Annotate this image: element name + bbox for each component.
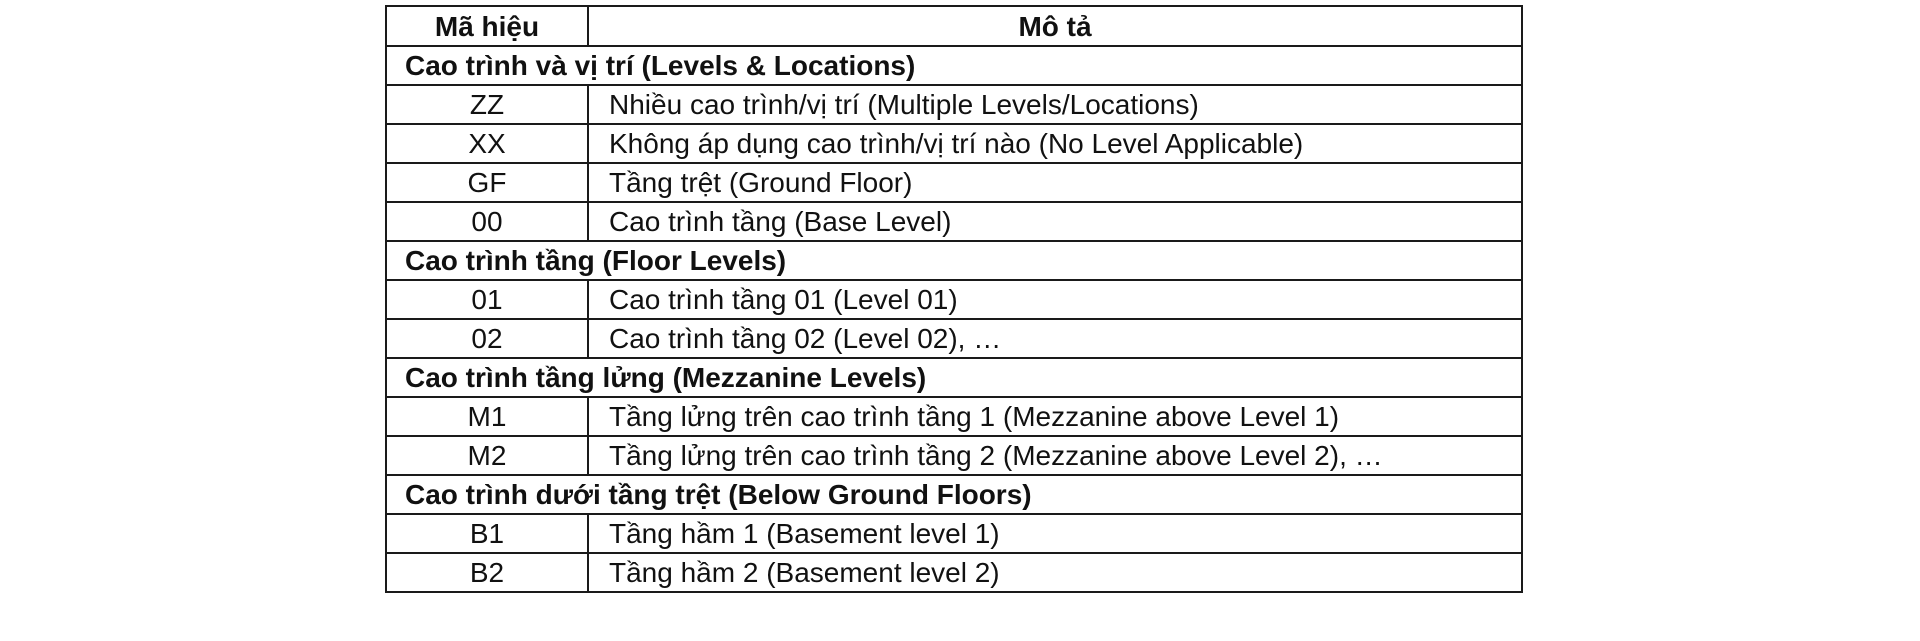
table-row <box>386 124 1522 163</box>
description-cell: Tầng trệt (Ground Floor) <box>588 163 1522 202</box>
section-row-levels-locations <box>386 46 1522 85</box>
code-cell: 00 <box>386 202 588 241</box>
level-codes-table <box>385 5 1523 593</box>
section-row-floor-levels <box>386 241 1522 280</box>
section-title: Cao trình dưới tầng trệt (Below Ground Floors) <box>386 475 1522 514</box>
table-row <box>386 397 1522 436</box>
description-cell: Cao trình tầng 02 (Level 02), … <box>588 319 1522 358</box>
description-cell: Tầng lửng trên cao trình tầng 2 (Mezzanine above Level 2), … <box>588 436 1522 475</box>
code-cell: M2 <box>386 436 588 475</box>
description-cell: Nhiều cao trình/vị trí (Multiple Levels/Locations) <box>588 85 1522 124</box>
code-cell: GF <box>386 163 588 202</box>
table-row <box>386 85 1522 124</box>
table-row <box>386 436 1522 475</box>
table-row <box>386 163 1522 202</box>
code-cell: 01 <box>386 280 588 319</box>
description-cell: Cao trình tầng (Base Level) <box>588 202 1522 241</box>
description-cell: Không áp dụng cao trình/vị trí nào (No Level Applicable) <box>588 124 1522 163</box>
table-row <box>386 553 1522 592</box>
section-row-below-ground-floors <box>386 475 1522 514</box>
code-cell: 02 <box>386 319 588 358</box>
description-cell: Tầng hầm 1 (Basement level 1) <box>588 514 1522 553</box>
code-cell: M1 <box>386 397 588 436</box>
section-title: Cao trình tầng lửng (Mezzanine Levels) <box>386 358 1522 397</box>
section-title: Cao trình và vị trí (Levels & Locations) <box>386 46 1522 85</box>
header-description: Mô tả <box>588 6 1522 46</box>
section-row-mezzanine-levels <box>386 358 1522 397</box>
code-cell: ZZ <box>386 85 588 124</box>
table-header-row <box>386 6 1522 46</box>
description-cell: Cao trình tầng 01 (Level 01) <box>588 280 1522 319</box>
table-row <box>386 280 1522 319</box>
table-row <box>386 514 1522 553</box>
description-cell: Tầng hầm 2 (Basement level 2) <box>588 553 1522 592</box>
header-code: Mã hiệu <box>386 6 588 46</box>
table-row <box>386 202 1522 241</box>
code-cell: B1 <box>386 514 588 553</box>
section-title: Cao trình tầng (Floor Levels) <box>386 241 1522 280</box>
code-cell: B2 <box>386 553 588 592</box>
table-row <box>386 319 1522 358</box>
code-cell: XX <box>386 124 588 163</box>
description-cell: Tầng lửng trên cao trình tầng 1 (Mezzanine above Level 1) <box>588 397 1522 436</box>
